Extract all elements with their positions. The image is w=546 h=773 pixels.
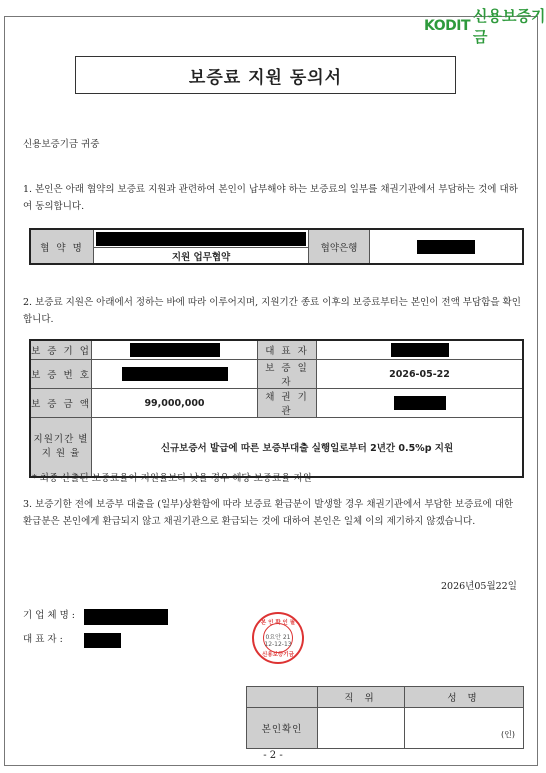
agreement-name-label: 협 약 명 xyxy=(30,229,94,264)
name-label: 성 명 xyxy=(405,687,524,708)
support-rate-value: 신규보증서 발급에 따른 보증부대출 실행일로부터 2년간 0.5%p 지원 xyxy=(92,418,524,478)
stamp-code-2: 12-12-13 xyxy=(264,641,292,648)
logo-mark: KODIT xyxy=(424,18,471,34)
confirm-corner xyxy=(247,687,318,708)
representative-label: 대 표 자 : xyxy=(23,634,63,645)
page-number: - 2 - xyxy=(263,750,283,761)
rep-redacted xyxy=(317,340,524,360)
guarantee-number-redacted xyxy=(92,360,258,389)
guarantee-company-redacted xyxy=(92,340,258,360)
document-date: 2026년05월22일 xyxy=(441,581,517,592)
stamp-code-1: 0요안 21 xyxy=(265,634,291,641)
paragraph-3: 3. 보증기한 전에 보증부 대출을 (일부)상환함에 따라 보증료 환급분이 발생할 경우 채권기관에서 부담한 보증료에 대한 환급분은 본인에게 환급되지 않고 채권기관으로 환급되는 것에 대하여 본인은 일체 이의 제기하지 않겠습니다. xyxy=(23,499,514,527)
identity-confirm-label: 본인확인 xyxy=(247,708,318,749)
seal-mark: (인) xyxy=(501,730,515,739)
agreement-bank-label: 협약은행 xyxy=(309,229,370,264)
guarantee-date-value: 2026-05-22 xyxy=(317,360,524,389)
guarantee-date-label: 보 증 일 자 xyxy=(258,360,317,389)
support-label-line-1: 지원기간 별 xyxy=(33,434,89,445)
guarantee-table xyxy=(29,339,524,478)
guarantee-amount-label: 보 증 금 액 xyxy=(30,389,92,418)
paragraph-1: 1. 본인은 아래 협약의 보증료 지원과 관련하여 본인이 납부해야 하는 보증료의 일부를 채권기관에서 부담하는 것에 대하여 동의합니다. xyxy=(23,184,518,212)
paragraph-2: 2. 보증료 지원은 아래에서 정하는 바에 따라 이루어지며, 지원기간 종료 이후의 보증료부터는 본인이 전액 부담함을 확인합니다. xyxy=(23,297,521,325)
support-label-line-2: 지 원 율 xyxy=(41,448,81,459)
position-field[interactable] xyxy=(318,708,405,749)
guarantee-number-label: 보 증 번 호 xyxy=(30,360,92,389)
addressee: 신용보증기금 귀중 xyxy=(23,139,100,150)
company-name-redacted xyxy=(84,609,168,625)
position-label: 직 위 xyxy=(318,687,405,708)
representative-redacted xyxy=(84,633,121,648)
company-name-label: 기 업 체 명 : xyxy=(23,610,75,621)
stamp-top-text: 본 인 확 인 필 xyxy=(260,620,296,626)
identity-verified-stamp xyxy=(252,612,304,664)
logo-name: 신용보증기금 xyxy=(473,7,546,46)
creditor-redacted xyxy=(317,389,524,418)
guarantee-company-label: 보 증 기 업 xyxy=(30,340,92,360)
agreement-table xyxy=(29,228,524,265)
support-rate-label xyxy=(30,418,92,478)
confirmation-table xyxy=(246,686,524,749)
document-title: 보증료 지원 동의서 xyxy=(75,56,456,94)
agreement-name-redacted xyxy=(94,229,309,248)
agreement-name-value: 지원 업무협약 xyxy=(94,248,309,265)
rate-note: * 최종 산출된 보증료율이 지원율보다 낮을 경우 해당 보증료율 지원 xyxy=(32,473,312,484)
stamp-code xyxy=(254,632,302,648)
name-seal-field[interactable] xyxy=(405,708,524,749)
rep-label: 대 표 자 xyxy=(258,340,317,360)
kodit-logo xyxy=(424,5,546,47)
stamp-bottom-text: 신용보증기금 xyxy=(262,652,294,658)
agreement-bank-redacted xyxy=(370,229,524,264)
creditor-label: 채 권 기 관 xyxy=(258,389,317,418)
guarantee-amount-value: 99,000,000 xyxy=(92,389,258,418)
